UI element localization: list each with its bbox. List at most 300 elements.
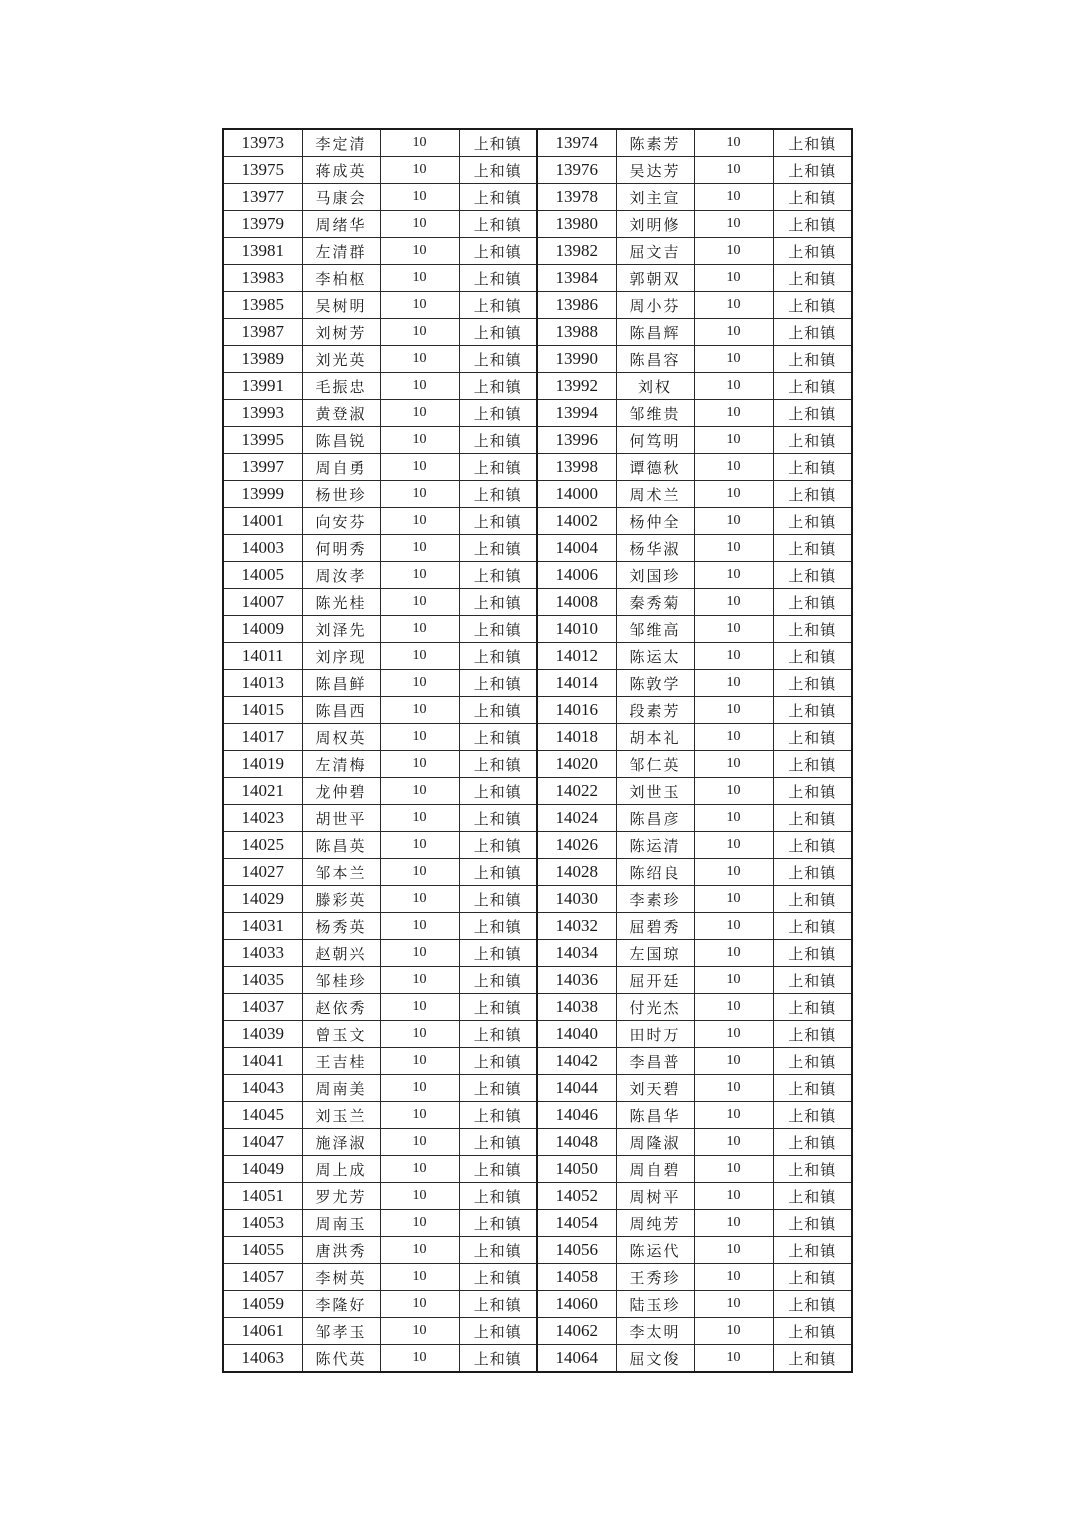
- town-name-cell: 上和镇: [459, 481, 537, 508]
- table-row: [223, 129, 852, 157]
- amount-cell: 10: [380, 589, 459, 616]
- record-id-cell: 13984: [537, 265, 616, 292]
- town-name-cell: 上和镇: [459, 1264, 537, 1291]
- table-row: [223, 508, 852, 535]
- table-row: [223, 1021, 852, 1048]
- record-id-cell: 14038: [537, 994, 616, 1021]
- person-name-cell: 何明秀: [302, 535, 380, 562]
- person-name-cell: 王吉桂: [302, 1048, 380, 1075]
- amount-cell: 10: [380, 1291, 459, 1318]
- table-row: [223, 778, 852, 805]
- person-name-cell: 罗尤芳: [302, 1183, 380, 1210]
- amount-cell: 10: [380, 697, 459, 724]
- amount-cell: 10: [380, 454, 459, 481]
- amount-cell: 10: [380, 508, 459, 535]
- town-name-cell: 上和镇: [773, 400, 852, 427]
- person-name-cell: 左清梅: [302, 751, 380, 778]
- person-name-cell: 屈碧秀: [616, 913, 694, 940]
- person-name-cell: 马康会: [302, 184, 380, 211]
- person-name-cell: 陈昌华: [616, 1102, 694, 1129]
- person-name-cell: 周小芬: [616, 292, 694, 319]
- person-name-cell: 施泽淑: [302, 1129, 380, 1156]
- person-name-cell: 杨世珍: [302, 481, 380, 508]
- table-row: [223, 454, 852, 481]
- town-name-cell: 上和镇: [773, 427, 852, 454]
- person-name-cell: 刘国珍: [616, 562, 694, 589]
- town-name-cell: 上和镇: [773, 1345, 852, 1373]
- town-name-cell: 上和镇: [773, 859, 852, 886]
- record-id-cell: 14014: [537, 670, 616, 697]
- table-row: [223, 751, 852, 778]
- amount-cell: 10: [380, 886, 459, 913]
- record-id-cell: 14019: [223, 751, 302, 778]
- person-name-cell: 陈昌彦: [616, 805, 694, 832]
- table-row: [223, 292, 852, 319]
- record-id-cell: 13989: [223, 346, 302, 373]
- town-name-cell: 上和镇: [459, 535, 537, 562]
- town-name-cell: 上和镇: [773, 1021, 852, 1048]
- town-name-cell: 上和镇: [459, 859, 537, 886]
- record-id-cell: 13994: [537, 400, 616, 427]
- person-name-cell: 陈敦学: [616, 670, 694, 697]
- town-name-cell: 上和镇: [773, 589, 852, 616]
- table-row: [223, 967, 852, 994]
- table-row: [223, 157, 852, 184]
- town-name-cell: 上和镇: [459, 211, 537, 238]
- person-name-cell: 蒋成英: [302, 157, 380, 184]
- person-name-cell: 周权英: [302, 724, 380, 751]
- amount-cell: 10: [694, 1183, 773, 1210]
- table-row: [223, 859, 852, 886]
- table-row: [223, 1183, 852, 1210]
- record-id-cell: 14043: [223, 1075, 302, 1102]
- amount-cell: 10: [380, 1318, 459, 1345]
- town-name-cell: 上和镇: [773, 940, 852, 967]
- town-name-cell: 上和镇: [459, 129, 537, 157]
- person-name-cell: 刘世玉: [616, 778, 694, 805]
- town-name-cell: 上和镇: [773, 670, 852, 697]
- town-name-cell: 上和镇: [773, 1075, 852, 1102]
- town-name-cell: 上和镇: [773, 832, 852, 859]
- amount-cell: 10: [694, 1264, 773, 1291]
- person-name-cell: 刘玉兰: [302, 1102, 380, 1129]
- record-id-cell: 14052: [537, 1183, 616, 1210]
- record-id-cell: 14033: [223, 940, 302, 967]
- person-name-cell: 邹仁英: [616, 751, 694, 778]
- town-name-cell: 上和镇: [773, 913, 852, 940]
- record-id-cell: 14057: [223, 1264, 302, 1291]
- person-name-cell: 陈运清: [616, 832, 694, 859]
- record-id-cell: 13982: [537, 238, 616, 265]
- record-id-cell: 14004: [537, 535, 616, 562]
- record-id-cell: 14032: [537, 913, 616, 940]
- record-id-cell: 13975: [223, 157, 302, 184]
- town-name-cell: 上和镇: [773, 265, 852, 292]
- table-row: [223, 1102, 852, 1129]
- town-name-cell: 上和镇: [773, 562, 852, 589]
- record-id-cell: 14026: [537, 832, 616, 859]
- record-id-cell: 14027: [223, 859, 302, 886]
- amount-cell: 10: [380, 670, 459, 697]
- town-name-cell: 上和镇: [773, 1129, 852, 1156]
- amount-cell: 10: [694, 157, 773, 184]
- town-name-cell: 上和镇: [459, 1318, 537, 1345]
- amount-cell: 10: [380, 129, 459, 157]
- table-row: [223, 1264, 852, 1291]
- record-id-cell: 14007: [223, 589, 302, 616]
- person-name-cell: 陈光桂: [302, 589, 380, 616]
- table-row: [223, 1291, 852, 1318]
- person-name-cell: 赵依秀: [302, 994, 380, 1021]
- record-id-cell: 14008: [537, 589, 616, 616]
- record-id-cell: 13992: [537, 373, 616, 400]
- amount-cell: 10: [694, 535, 773, 562]
- record-id-cell: 14059: [223, 1291, 302, 1318]
- person-name-cell: 周自勇: [302, 454, 380, 481]
- town-name-cell: 上和镇: [773, 1102, 852, 1129]
- person-name-cell: 屈开廷: [616, 967, 694, 994]
- table-row: [223, 562, 852, 589]
- town-name-cell: 上和镇: [459, 1021, 537, 1048]
- record-id-cell: 13986: [537, 292, 616, 319]
- person-name-cell: 毛振忠: [302, 373, 380, 400]
- person-name-cell: 陈代英: [302, 1345, 380, 1373]
- person-name-cell: 刘树芳: [302, 319, 380, 346]
- town-name-cell: 上和镇: [459, 832, 537, 859]
- table-row: [223, 1048, 852, 1075]
- town-name-cell: 上和镇: [459, 184, 537, 211]
- person-name-cell: 杨仲全: [616, 508, 694, 535]
- table-row: [223, 1129, 852, 1156]
- amount-cell: 10: [380, 400, 459, 427]
- record-id-cell: 13988: [537, 319, 616, 346]
- town-name-cell: 上和镇: [773, 643, 852, 670]
- town-name-cell: 上和镇: [773, 616, 852, 643]
- amount-cell: 10: [694, 1345, 773, 1373]
- record-id-cell: 14028: [537, 859, 616, 886]
- town-name-cell: 上和镇: [459, 1237, 537, 1264]
- town-name-cell: 上和镇: [773, 1183, 852, 1210]
- person-name-cell: 付光杰: [616, 994, 694, 1021]
- town-name-cell: 上和镇: [773, 778, 852, 805]
- person-name-cell: 陈昌鲜: [302, 670, 380, 697]
- town-name-cell: 上和镇: [459, 697, 537, 724]
- person-name-cell: 陈运代: [616, 1237, 694, 1264]
- record-id-cell: 14051: [223, 1183, 302, 1210]
- person-name-cell: 刘权: [616, 373, 694, 400]
- amount-cell: 10: [694, 1048, 773, 1075]
- town-name-cell: 上和镇: [459, 1183, 537, 1210]
- record-id-cell: 14042: [537, 1048, 616, 1075]
- record-id-cell: 14054: [537, 1210, 616, 1237]
- record-id-cell: 13980: [537, 211, 616, 238]
- amount-cell: 10: [694, 886, 773, 913]
- record-id-cell: 14013: [223, 670, 302, 697]
- town-name-cell: 上和镇: [773, 1048, 852, 1075]
- amount-cell: 10: [694, 1129, 773, 1156]
- amount-cell: 10: [694, 670, 773, 697]
- table-row: [223, 670, 852, 697]
- amount-cell: 10: [380, 481, 459, 508]
- record-id-cell: 13974: [537, 129, 616, 157]
- table-row: [223, 373, 852, 400]
- town-name-cell: 上和镇: [773, 292, 852, 319]
- roster-table: [222, 128, 853, 1373]
- person-name-cell: 田时万: [616, 1021, 694, 1048]
- person-name-cell: 秦秀菊: [616, 589, 694, 616]
- amount-cell: 10: [694, 859, 773, 886]
- record-id-cell: 14011: [223, 643, 302, 670]
- table-row: [223, 1156, 852, 1183]
- person-name-cell: 周术兰: [616, 481, 694, 508]
- person-name-cell: 李昌普: [616, 1048, 694, 1075]
- record-id-cell: 14064: [537, 1345, 616, 1373]
- town-name-cell: 上和镇: [459, 238, 537, 265]
- amount-cell: 10: [694, 562, 773, 589]
- person-name-cell: 王秀珍: [616, 1264, 694, 1291]
- record-id-cell: 14018: [537, 724, 616, 751]
- town-name-cell: 上和镇: [459, 616, 537, 643]
- record-id-cell: 13999: [223, 481, 302, 508]
- record-id-cell: 14012: [537, 643, 616, 670]
- town-name-cell: 上和镇: [773, 454, 852, 481]
- amount-cell: 10: [380, 238, 459, 265]
- amount-cell: 10: [380, 1075, 459, 1102]
- person-name-cell: 陈昌辉: [616, 319, 694, 346]
- person-name-cell: 陈素芳: [616, 129, 694, 157]
- table-row: [223, 805, 852, 832]
- table-row: [223, 265, 852, 292]
- town-name-cell: 上和镇: [773, 1156, 852, 1183]
- town-name-cell: 上和镇: [773, 373, 852, 400]
- person-name-cell: 邹孝玉: [302, 1318, 380, 1345]
- table-row: [223, 994, 852, 1021]
- amount-cell: 10: [380, 1237, 459, 1264]
- town-name-cell: 上和镇: [459, 670, 537, 697]
- record-id-cell: 14060: [537, 1291, 616, 1318]
- amount-cell: 10: [694, 481, 773, 508]
- person-name-cell: 邹本兰: [302, 859, 380, 886]
- record-id-cell: 13978: [537, 184, 616, 211]
- record-id-cell: 14010: [537, 616, 616, 643]
- amount-cell: 10: [694, 129, 773, 157]
- roster-table-body: [223, 129, 852, 1372]
- town-name-cell: 上和镇: [459, 1048, 537, 1075]
- record-id-cell: 13990: [537, 346, 616, 373]
- amount-cell: 10: [694, 184, 773, 211]
- person-name-cell: 周南玉: [302, 1210, 380, 1237]
- town-name-cell: 上和镇: [459, 427, 537, 454]
- town-name-cell: 上和镇: [773, 211, 852, 238]
- person-name-cell: 周纯芳: [616, 1210, 694, 1237]
- amount-cell: 10: [694, 1156, 773, 1183]
- person-name-cell: 屈文吉: [616, 238, 694, 265]
- amount-cell: 10: [380, 427, 459, 454]
- town-name-cell: 上和镇: [773, 724, 852, 751]
- record-id-cell: 14062: [537, 1318, 616, 1345]
- amount-cell: 10: [694, 508, 773, 535]
- town-name-cell: 上和镇: [459, 913, 537, 940]
- record-id-cell: 14001: [223, 508, 302, 535]
- person-name-cell: 刘主宣: [616, 184, 694, 211]
- person-name-cell: 吴树明: [302, 292, 380, 319]
- table-row: [223, 589, 852, 616]
- table-row: [223, 346, 852, 373]
- town-name-cell: 上和镇: [773, 184, 852, 211]
- person-name-cell: 左清群: [302, 238, 380, 265]
- table-row: [223, 940, 852, 967]
- amount-cell: 10: [380, 1129, 459, 1156]
- person-name-cell: 胡世平: [302, 805, 380, 832]
- record-id-cell: 13987: [223, 319, 302, 346]
- table-row: [223, 616, 852, 643]
- record-id-cell: 14044: [537, 1075, 616, 1102]
- record-id-cell: 14039: [223, 1021, 302, 1048]
- person-name-cell: 赵朝兴: [302, 940, 380, 967]
- amount-cell: 10: [380, 157, 459, 184]
- record-id-cell: 14016: [537, 697, 616, 724]
- record-id-cell: 13979: [223, 211, 302, 238]
- person-name-cell: 陈昌西: [302, 697, 380, 724]
- amount-cell: 10: [694, 643, 773, 670]
- record-id-cell: 14045: [223, 1102, 302, 1129]
- table-row: [223, 1210, 852, 1237]
- town-name-cell: 上和镇: [459, 643, 537, 670]
- amount-cell: 10: [694, 940, 773, 967]
- town-name-cell: 上和镇: [459, 400, 537, 427]
- record-id-cell: 14029: [223, 886, 302, 913]
- person-name-cell: 陈昌锐: [302, 427, 380, 454]
- person-name-cell: 吴达芳: [616, 157, 694, 184]
- town-name-cell: 上和镇: [773, 751, 852, 778]
- table-row: [223, 211, 852, 238]
- person-name-cell: 刘天碧: [616, 1075, 694, 1102]
- record-id-cell: 14023: [223, 805, 302, 832]
- record-id-cell: 14049: [223, 1156, 302, 1183]
- amount-cell: 10: [380, 184, 459, 211]
- record-id-cell: 14000: [537, 481, 616, 508]
- record-id-cell: 13995: [223, 427, 302, 454]
- person-name-cell: 李树英: [302, 1264, 380, 1291]
- amount-cell: 10: [694, 805, 773, 832]
- amount-cell: 10: [694, 400, 773, 427]
- person-name-cell: 曾玉文: [302, 1021, 380, 1048]
- amount-cell: 10: [380, 1264, 459, 1291]
- record-id-cell: 14020: [537, 751, 616, 778]
- town-name-cell: 上和镇: [459, 1129, 537, 1156]
- amount-cell: 10: [380, 832, 459, 859]
- record-id-cell: 13996: [537, 427, 616, 454]
- amount-cell: 10: [694, 778, 773, 805]
- record-id-cell: 14050: [537, 1156, 616, 1183]
- person-name-cell: 陈绍良: [616, 859, 694, 886]
- record-id-cell: 14002: [537, 508, 616, 535]
- town-name-cell: 上和镇: [459, 1102, 537, 1129]
- town-name-cell: 上和镇: [459, 454, 537, 481]
- town-name-cell: 上和镇: [459, 994, 537, 1021]
- table-row: [223, 1075, 852, 1102]
- amount-cell: 10: [694, 292, 773, 319]
- record-id-cell: 13985: [223, 292, 302, 319]
- amount-cell: 10: [694, 589, 773, 616]
- town-name-cell: 上和镇: [773, 994, 852, 1021]
- amount-cell: 10: [380, 1021, 459, 1048]
- amount-cell: 10: [380, 940, 459, 967]
- person-name-cell: 李太明: [616, 1318, 694, 1345]
- amount-cell: 10: [380, 1183, 459, 1210]
- person-name-cell: 左国琼: [616, 940, 694, 967]
- record-id-cell: 14053: [223, 1210, 302, 1237]
- amount-cell: 10: [380, 1048, 459, 1075]
- person-name-cell: 周隆淑: [616, 1129, 694, 1156]
- record-id-cell: 14034: [537, 940, 616, 967]
- amount-cell: 10: [694, 265, 773, 292]
- town-name-cell: 上和镇: [773, 346, 852, 373]
- amount-cell: 10: [694, 724, 773, 751]
- record-id-cell: 14041: [223, 1048, 302, 1075]
- amount-cell: 10: [694, 751, 773, 778]
- person-name-cell: 向安芬: [302, 508, 380, 535]
- person-name-cell: 郭朝双: [616, 265, 694, 292]
- person-name-cell: 周自碧: [616, 1156, 694, 1183]
- town-name-cell: 上和镇: [459, 724, 537, 751]
- person-name-cell: 屈文俊: [616, 1345, 694, 1373]
- person-name-cell: 陈昌容: [616, 346, 694, 373]
- record-id-cell: 14047: [223, 1129, 302, 1156]
- person-name-cell: 邹桂珍: [302, 967, 380, 994]
- amount-cell: 10: [694, 1237, 773, 1264]
- amount-cell: 10: [694, 1210, 773, 1237]
- amount-cell: 10: [380, 373, 459, 400]
- town-name-cell: 上和镇: [773, 1291, 852, 1318]
- record-id-cell: 14048: [537, 1129, 616, 1156]
- person-name-cell: 杨秀英: [302, 913, 380, 940]
- town-name-cell: 上和镇: [773, 1237, 852, 1264]
- town-name-cell: 上和镇: [773, 481, 852, 508]
- record-id-cell: 13983: [223, 265, 302, 292]
- town-name-cell: 上和镇: [459, 508, 537, 535]
- town-name-cell: 上和镇: [459, 805, 537, 832]
- person-name-cell: 陈运太: [616, 643, 694, 670]
- amount-cell: 10: [380, 751, 459, 778]
- record-id-cell: 14005: [223, 562, 302, 589]
- amount-cell: 10: [694, 346, 773, 373]
- record-id-cell: 14063: [223, 1345, 302, 1373]
- town-name-cell: 上和镇: [459, 157, 537, 184]
- town-name-cell: 上和镇: [773, 129, 852, 157]
- town-name-cell: 上和镇: [459, 751, 537, 778]
- record-id-cell: 14022: [537, 778, 616, 805]
- amount-cell: 10: [380, 1345, 459, 1373]
- town-name-cell: 上和镇: [773, 805, 852, 832]
- amount-cell: 10: [380, 913, 459, 940]
- amount-cell: 10: [694, 1318, 773, 1345]
- table-row: [223, 697, 852, 724]
- person-name-cell: 李隆好: [302, 1291, 380, 1318]
- person-name-cell: 唐洪秀: [302, 1237, 380, 1264]
- person-name-cell: 刘泽先: [302, 616, 380, 643]
- record-id-cell: 14030: [537, 886, 616, 913]
- town-name-cell: 上和镇: [459, 589, 537, 616]
- record-id-cell: 14058: [537, 1264, 616, 1291]
- record-id-cell: 14025: [223, 832, 302, 859]
- record-id-cell: 13998: [537, 454, 616, 481]
- amount-cell: 10: [694, 697, 773, 724]
- person-name-cell: 陆玉珍: [616, 1291, 694, 1318]
- amount-cell: 10: [380, 994, 459, 1021]
- person-name-cell: 周绪华: [302, 211, 380, 238]
- table-row: [223, 238, 852, 265]
